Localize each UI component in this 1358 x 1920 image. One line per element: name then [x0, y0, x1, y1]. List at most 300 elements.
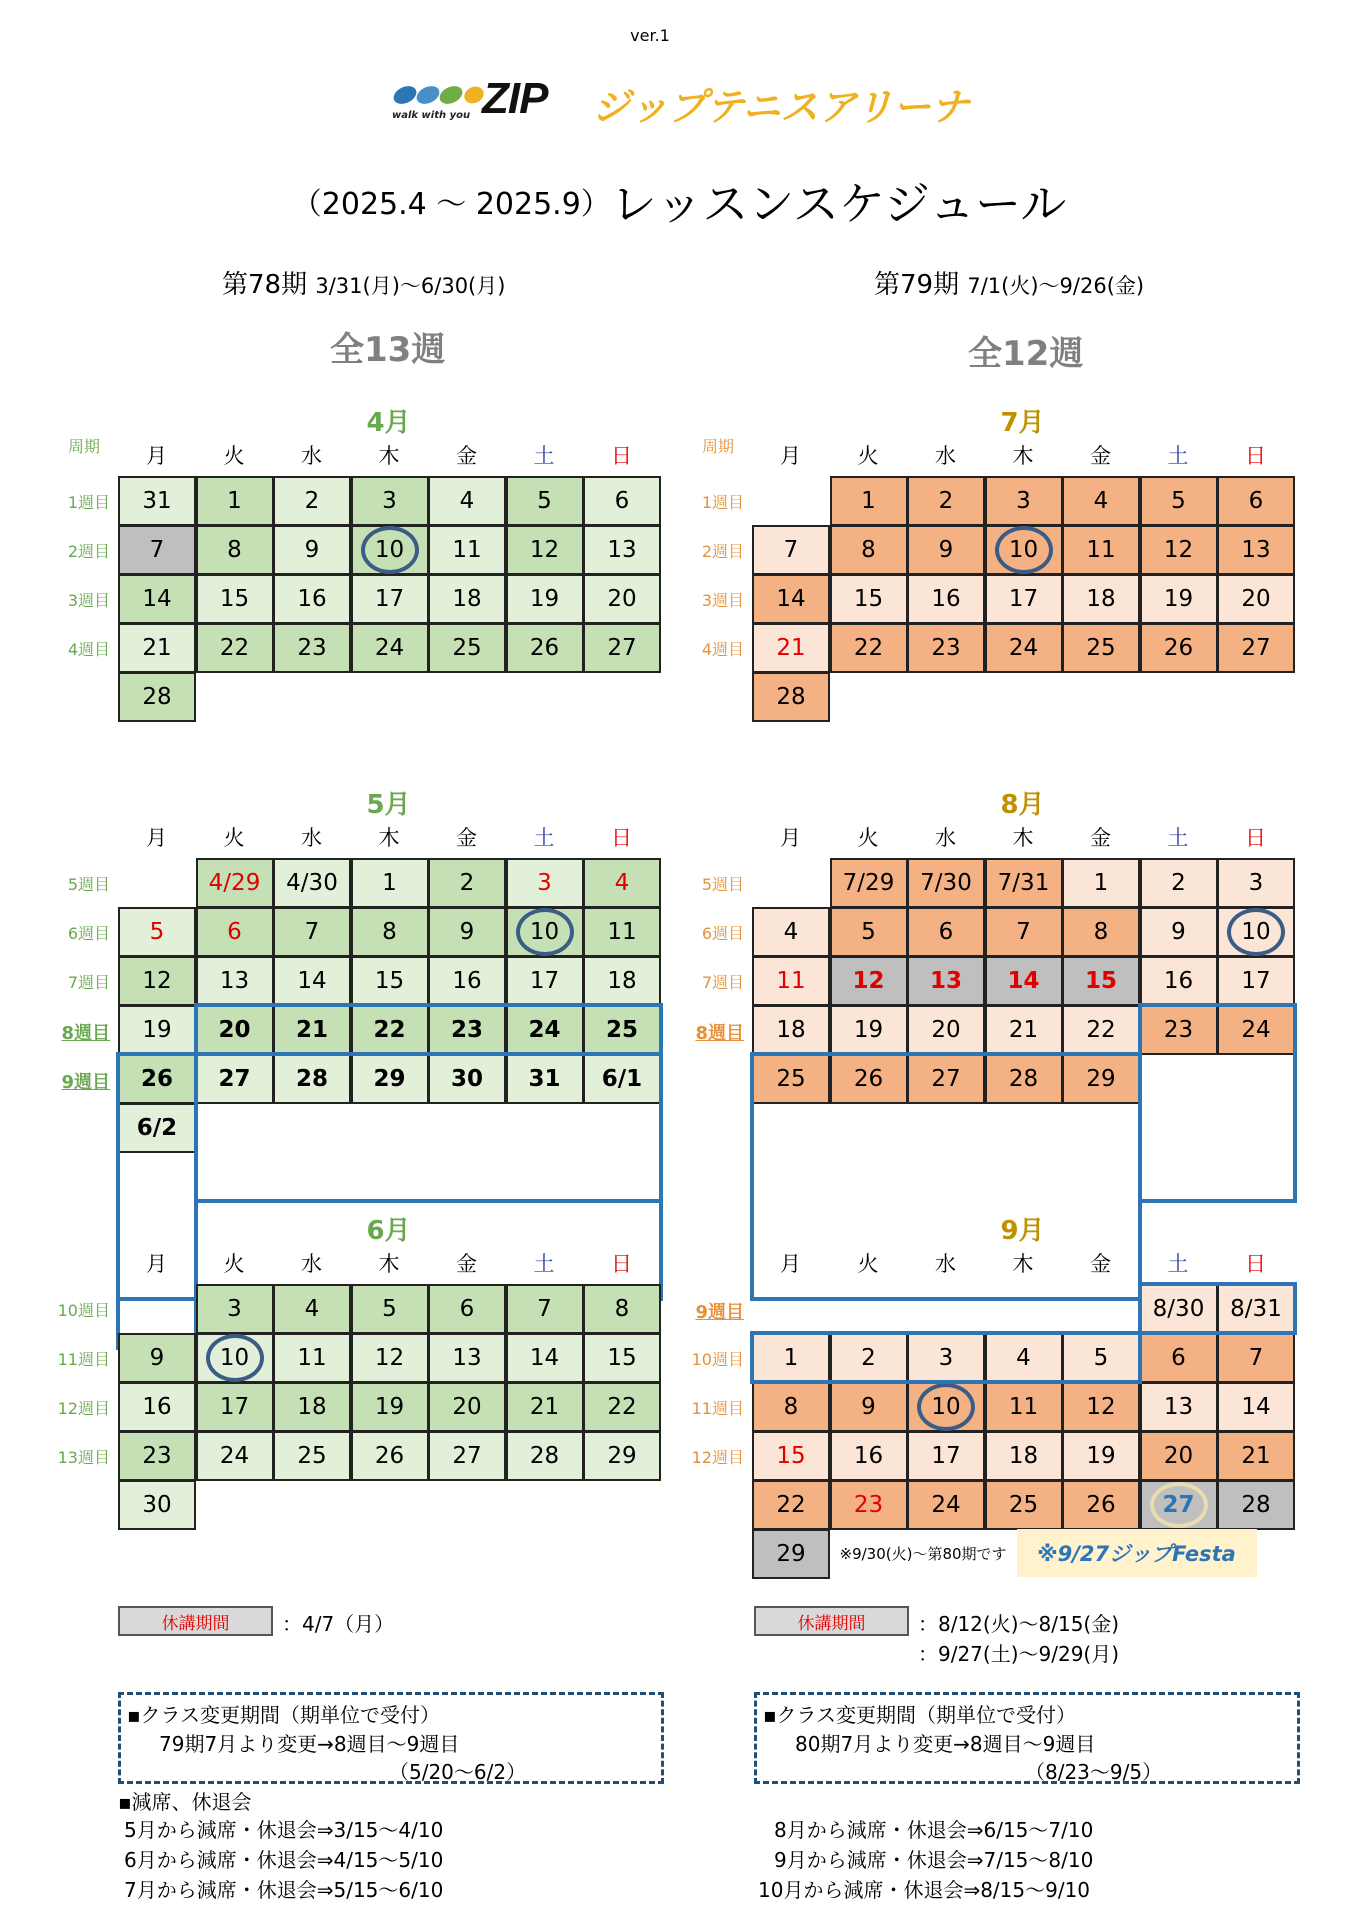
date-cell: 14 [1217, 1382, 1295, 1432]
dow-apr-3: 木 [378, 444, 400, 468]
date-cell: 1 [830, 476, 908, 526]
date-cell: 4 [583, 858, 661, 908]
date-cell: 8 [752, 1382, 830, 1432]
date-cell: 6/1 [583, 1054, 661, 1104]
date-cell: 12 [118, 956, 196, 1006]
date-cell: 19 [506, 574, 584, 624]
class-change-highlight [1138, 1003, 1297, 1203]
reduction-right-1: 8月から減席・休退会⇒6/15～7/10 [774, 1818, 1094, 1842]
date-cell: 25 [428, 623, 506, 673]
date-cell: 16 [1140, 956, 1218, 1006]
month-title-sep: 9月 [1000, 1216, 1045, 1246]
week-label-aug-3: 8週目 [695, 1023, 744, 1044]
term-79-weeks: 全12週 [968, 334, 1084, 374]
dow-sep-2: 水 [935, 1252, 956, 1276]
date-cell: 29 [351, 1054, 429, 1104]
date-cell: 2 [830, 1333, 908, 1383]
date-cell: 7/30 [907, 858, 985, 908]
class-change-box-left [118, 1692, 664, 1784]
date-cell: 7 [506, 1284, 584, 1334]
date-cell: 28 [985, 1054, 1063, 1104]
date-cell: 5 [830, 907, 908, 957]
date-cell: 7 [985, 907, 1063, 957]
date-cell: 21 [752, 623, 830, 673]
date-cell: 8 [196, 525, 274, 575]
date-cell: 4/30 [273, 858, 351, 908]
date-cell: 1 [1062, 858, 1140, 908]
date-cell: 17 [1217, 956, 1295, 1006]
dow-jul-2: 水 [935, 444, 956, 468]
dow-apr-1: 火 [223, 444, 245, 468]
term-79-dates: 7/1(火)～9/26(金) [967, 274, 1145, 298]
dow-sep-4: 金 [1090, 1252, 1111, 1276]
date-cell: 6 [1140, 1333, 1218, 1383]
date-cell: 15 [351, 956, 429, 1006]
reduction-right-2: 9月から減席・休退会⇒7/15～8/10 [774, 1848, 1094, 1872]
logo-tagline: walk with you [392, 110, 471, 121]
date-cell: 18 [273, 1382, 351, 1432]
closure-left-text: ：4/7（月） [282, 1612, 395, 1636]
date-cell: 5 [1062, 1333, 1140, 1383]
date-cell: 15 [583, 1333, 661, 1383]
date-cell: 25 [583, 1005, 661, 1055]
date-cell: 13 [583, 525, 661, 575]
date-cell: 23 [428, 1005, 506, 1055]
dow-sep-5: 土 [1167, 1252, 1189, 1276]
date-cell: 16 [428, 956, 506, 1006]
date-cell: 23 [907, 623, 985, 673]
date-circle-marker [995, 526, 1053, 574]
date-cell: 19 [118, 1005, 196, 1055]
date-cell: 17 [351, 574, 429, 624]
date-cell: 9 [830, 1382, 908, 1432]
date-cell: 20 [196, 1005, 274, 1055]
closure-legend-right: 休講期間 [754, 1606, 909, 1636]
term-78-heading [222, 264, 505, 301]
dow-jun-2: 水 [301, 1252, 322, 1276]
week-label-may-2: 7週目 [67, 973, 110, 992]
date-cell: 9 [907, 525, 985, 575]
period-header-apr: 周期 [67, 437, 100, 456]
week-label-jun-0: 10週目 [57, 1301, 110, 1320]
logo-kana: ジップテニスアリーナ [592, 85, 969, 129]
date-cell: 21 [985, 1005, 1063, 1055]
dow-apr-2: 水 [301, 444, 322, 468]
date-cell: 5 [1140, 476, 1218, 526]
date-cell: 10 [196, 1333, 274, 1383]
date-cell: 28 [118, 672, 196, 722]
dow-may-5: 土 [533, 826, 555, 850]
date-cell: 29 [1062, 1054, 1140, 1104]
date-cell: 15 [196, 574, 274, 624]
date-cell: 20 [428, 1382, 506, 1432]
date-cell: 28 [752, 672, 830, 722]
date-circle-marker [917, 1383, 975, 1431]
date-cell: 25 [1062, 623, 1140, 673]
date-cell: 14 [752, 574, 830, 624]
week-label-jun-3: 13週目 [57, 1448, 110, 1467]
week-label-jul-2: 3週目 [701, 591, 744, 610]
date-cell: 11 [752, 956, 830, 1006]
dow-jul-3: 木 [1012, 444, 1034, 468]
date-cell: 29 [752, 1529, 830, 1579]
dow-jul-5: 土 [1167, 444, 1189, 468]
date-cell: 11 [1062, 525, 1140, 575]
date-cell: 9 [118, 1333, 196, 1383]
festa-banner: ※9/27ジップFesta [1017, 1529, 1257, 1577]
logo-zip: ZIP [482, 74, 548, 123]
dow-may-4: 金 [456, 826, 477, 850]
month-title-may: 5月 [366, 790, 411, 820]
week-label-sep-3: 12週目 [691, 1448, 744, 1467]
date-cell: 14 [985, 956, 1063, 1006]
date-cell: 17 [985, 574, 1063, 624]
date-cell: 11 [583, 907, 661, 957]
reduction-left-1: 5月から減席・休退会⇒3/15～4/10 [124, 1818, 444, 1842]
dow-apr-0: 月 [146, 444, 167, 468]
dow-aug-5: 土 [1167, 826, 1189, 850]
week-label-jul-0: 1週目 [701, 493, 744, 512]
date-cell: 6 [428, 1284, 506, 1334]
date-cell: 24 [985, 623, 1063, 673]
date-cell: 26 [830, 1054, 908, 1104]
date-cell: 16 [907, 574, 985, 624]
closure-right-text-1: ：8/12(火)～8/15(金) [918, 1612, 1120, 1636]
date-cell: 24 [351, 623, 429, 673]
version-label: ver.1 [630, 26, 670, 45]
date-cell: 10 [1217, 907, 1295, 957]
festa-circle-marker [1150, 1482, 1208, 1528]
date-cell: 19 [830, 1005, 908, 1055]
week-label-aug-0: 5週目 [701, 875, 744, 894]
date-cell: 27 [583, 623, 661, 673]
date-cell: 8 [583, 1284, 661, 1334]
closure-legend-left: 休講期間 [118, 1606, 273, 1636]
class-change-left-line: 79期7月より変更→8週目～9週目 [159, 1732, 460, 1756]
date-cell: 17 [196, 1382, 274, 1432]
date-cell: 23 [830, 1480, 908, 1530]
date-cell: 26 [506, 623, 584, 673]
dow-jul-0: 月 [780, 444, 801, 468]
date-cell: 24 [1217, 1005, 1295, 1055]
date-cell: 12 [351, 1333, 429, 1383]
date-cell: 21 [118, 623, 196, 673]
dow-sep-1: 火 [857, 1252, 879, 1276]
date-cell: 30 [428, 1054, 506, 1104]
date-cell: 25 [985, 1480, 1063, 1530]
week-label-sep-1: 10週目 [691, 1350, 744, 1369]
date-cell: 10 [907, 1382, 985, 1432]
date-cell: 28 [1217, 1480, 1295, 1530]
date-cell: 25 [273, 1431, 351, 1481]
week-label-may-3: 8週目 [61, 1023, 110, 1044]
date-cell: 15 [830, 574, 908, 624]
week-label-aug-1: 6週目 [701, 924, 744, 943]
date-cell: 24 [196, 1431, 274, 1481]
date-cell: 7 [118, 525, 196, 575]
date-cell: 10 [351, 525, 429, 575]
week-label-apr-0: 1週目 [67, 493, 110, 512]
date-cell: 16 [273, 574, 351, 624]
logo [392, 74, 992, 130]
date-cell: 28 [506, 1431, 584, 1481]
date-cell: 26 [118, 1054, 196, 1104]
week-label-may-1: 6週目 [67, 924, 110, 943]
date-cell: 16 [118, 1382, 196, 1432]
date-cell: 13 [428, 1333, 506, 1383]
date-cell: 6 [583, 476, 661, 526]
date-cell: 7/31 [985, 858, 1063, 908]
date-cell: 6 [1217, 476, 1295, 526]
dow-may-2: 水 [301, 826, 322, 850]
page-title [0, 168, 1358, 234]
date-cell: 19 [1140, 574, 1218, 624]
week-label-may-4: 9週目 [61, 1072, 110, 1093]
date-cell: 4 [985, 1333, 1063, 1383]
date-cell: 4 [1062, 476, 1140, 526]
date-cell: 3 [1217, 858, 1295, 908]
week-label-aug-2: 7週目 [701, 973, 744, 992]
dow-jul-4: 金 [1090, 444, 1111, 468]
date-cell: 21 [273, 1005, 351, 1055]
date-cell: 27 [196, 1054, 274, 1104]
date-cell: 17 [907, 1431, 985, 1481]
date-cell: 1 [752, 1333, 830, 1383]
date-cell: 18 [985, 1431, 1063, 1481]
date-cell: 2 [1140, 858, 1218, 908]
dow-jul-6: 日 [1245, 444, 1266, 468]
date-cell: 2 [907, 476, 985, 526]
dow-jun-3: 木 [378, 1252, 400, 1276]
date-cell: 24 [907, 1480, 985, 1530]
date-cell: 27 [1140, 1480, 1218, 1530]
dow-jul-1: 火 [857, 444, 879, 468]
date-cell: 15 [752, 1431, 830, 1481]
date-cell: 1 [196, 476, 274, 526]
week-label-sep-0: 9週目 [695, 1302, 744, 1323]
date-cell: 17 [506, 956, 584, 1006]
date-cell: 26 [1140, 623, 1218, 673]
class-change-highlight [750, 1331, 1142, 1384]
date-cell: 7 [752, 525, 830, 575]
dow-jun-5: 土 [533, 1252, 555, 1276]
class-change-right-dates: （8/23～9/5） [1025, 1760, 1163, 1784]
date-cell: 2 [428, 858, 506, 908]
date-cell: 9 [273, 525, 351, 575]
dow-sep-3: 木 [1012, 1252, 1034, 1276]
date-cell: 27 [907, 1054, 985, 1104]
date-cell: 3 [985, 476, 1063, 526]
date-cell: 22 [1062, 1005, 1140, 1055]
title-main: レッスンスケジュール [610, 177, 1067, 231]
date-cell: 8/31 [1217, 1284, 1295, 1334]
date-cell: 19 [351, 1382, 429, 1432]
term-78-weeks: 全13週 [330, 330, 446, 370]
date-cell: 3 [907, 1333, 985, 1383]
date-cell: 10 [506, 907, 584, 957]
date-cell: 14 [273, 956, 351, 1006]
class-change-right-title: ▪クラス変更期間（期単位で受付） [763, 1703, 1076, 1727]
date-cell: 27 [428, 1431, 506, 1481]
date-circle-marker [206, 1334, 264, 1382]
class-change-highlight [1138, 1282, 1297, 1335]
date-cell: 4 [428, 476, 506, 526]
date-cell: 18 [583, 956, 661, 1006]
term-78-label: 第78期 [222, 270, 308, 300]
period-header-jul: 周期 [701, 437, 734, 456]
date-cell: 18 [428, 574, 506, 624]
date-circle-marker [1227, 908, 1285, 956]
date-cell: 8 [830, 525, 908, 575]
date-cell: 10 [985, 525, 1063, 575]
date-cell: 12 [830, 956, 908, 1006]
class-change-left-title: ▪クラス変更期間（期単位で受付） [127, 1703, 440, 1727]
date-cell: 13 [1140, 1382, 1218, 1432]
date-cell: 23 [273, 623, 351, 673]
date-cell: 24 [506, 1005, 584, 1055]
date-cell: 21 [506, 1382, 584, 1432]
date-cell: 3 [196, 1284, 274, 1334]
date-cell: 5 [118, 907, 196, 957]
date-cell: 1 [351, 858, 429, 908]
date-circle-marker [516, 908, 574, 956]
closure-right-text-2: ：9/27(土)～9/29(月) [918, 1642, 1120, 1666]
date-cell: 4 [752, 907, 830, 957]
date-cell: 19 [1062, 1431, 1140, 1481]
week-label-may-0: 5週目 [67, 875, 110, 894]
date-cell: 23 [118, 1431, 196, 1481]
class-change-right-line: 80期7月より変更→8週目～9週目 [795, 1732, 1096, 1756]
dow-may-3: 木 [378, 826, 400, 850]
date-cell: 22 [583, 1382, 661, 1432]
date-cell: 8/30 [1140, 1284, 1218, 1334]
date-cell: 20 [1217, 574, 1295, 624]
date-cell: 25 [752, 1054, 830, 1104]
date-cell: 13 [196, 956, 274, 1006]
date-cell: 13 [1217, 525, 1295, 575]
date-cell: 22 [752, 1480, 830, 1530]
dow-jun-1: 火 [223, 1252, 245, 1276]
date-cell: 8 [1062, 907, 1140, 957]
date-cell: 22 [196, 623, 274, 673]
dow-aug-6: 日 [1245, 826, 1266, 850]
term-79-label: 第79期 [874, 270, 960, 300]
date-circle-marker [361, 526, 419, 574]
date-cell: 31 [506, 1054, 584, 1104]
date-cell: 27 [1217, 623, 1295, 673]
date-cell: 7 [273, 907, 351, 957]
week-label-jul-3: 4週目 [701, 640, 744, 659]
title-range: （2025.4 ～ 2025.9） [291, 187, 611, 222]
date-cell: 3 [351, 476, 429, 526]
class-change-left-dates: （5/20～6/2） [389, 1760, 527, 1784]
date-cell: 8 [351, 907, 429, 957]
reduction-left-2: 6月から減席・休退会⇒4/15～5/10 [124, 1848, 444, 1872]
date-cell: 20 [1140, 1431, 1218, 1481]
date-cell: 14 [506, 1333, 584, 1383]
dow-aug-0: 月 [780, 826, 801, 850]
date-cell: 21 [1217, 1431, 1295, 1481]
dow-jun-0: 月 [146, 1252, 167, 1276]
sep-next-term-note: ※9/30(火)～第80期です [839, 1545, 1007, 1563]
date-cell: 9 [1140, 907, 1218, 957]
logo-mark-icon [392, 80, 484, 110]
date-cell: 5 [351, 1284, 429, 1334]
date-cell: 29 [583, 1431, 661, 1481]
dow-aug-1: 火 [857, 826, 879, 850]
date-cell: 11 [273, 1333, 351, 1383]
date-cell: 28 [273, 1054, 351, 1104]
date-cell: 7 [1217, 1333, 1295, 1383]
dow-apr-6: 日 [611, 444, 632, 468]
class-change-box-right [754, 1692, 1300, 1784]
month-title-jul: 7月 [1000, 408, 1045, 438]
date-cell: 6 [907, 907, 985, 957]
date-cell: 26 [351, 1431, 429, 1481]
date-cell: 13 [907, 956, 985, 1006]
dow-aug-4: 金 [1090, 826, 1111, 850]
dow-apr-4: 金 [456, 444, 477, 468]
date-cell: 12 [1140, 525, 1218, 575]
date-cell: 11 [428, 525, 506, 575]
month-title-aug: 8月 [1000, 790, 1045, 820]
month-title-jun: 6月 [366, 1216, 411, 1246]
date-cell: 20 [583, 574, 661, 624]
week-label-apr-1: 2週目 [67, 542, 110, 561]
date-cell: 20 [907, 1005, 985, 1055]
date-cell: 23 [1140, 1005, 1218, 1055]
dow-aug-3: 木 [1012, 826, 1034, 850]
date-cell: 26 [1062, 1480, 1140, 1530]
date-cell: 5 [506, 476, 584, 526]
week-label-jul-1: 2週目 [701, 542, 744, 561]
date-cell: 3 [506, 858, 584, 908]
dow-may-0: 月 [146, 826, 167, 850]
date-cell: 6 [196, 907, 274, 957]
date-cell: 18 [752, 1005, 830, 1055]
dow-jun-4: 金 [456, 1252, 477, 1276]
dow-may-1: 火 [223, 826, 245, 850]
date-cell: 11 [985, 1382, 1063, 1432]
date-cell: 31 [118, 476, 196, 526]
date-cell: 18 [1062, 574, 1140, 624]
week-label-apr-2: 3週目 [67, 591, 110, 610]
week-label-apr-3: 4週目 [67, 640, 110, 659]
date-cell: 12 [506, 525, 584, 575]
date-cell: 12 [1062, 1382, 1140, 1432]
date-cell: 15 [1062, 956, 1140, 1006]
dow-may-6: 日 [611, 826, 632, 850]
month-title-apr: 4月 [366, 408, 411, 438]
reduction-title: ▪減席、休退会 [118, 1790, 252, 1814]
date-cell: 16 [830, 1431, 908, 1481]
date-cell: 4/29 [196, 858, 274, 908]
term-79-heading [874, 264, 1144, 301]
date-cell: 9 [428, 907, 506, 957]
term-78-dates: 3/31(月)～6/30(月) [315, 274, 506, 298]
dow-jun-6: 日 [611, 1252, 632, 1276]
dow-aug-2: 水 [935, 826, 956, 850]
reduction-right-3: 10月から減席・休退会⇒8/15～9/10 [758, 1878, 1091, 1902]
week-label-jun-2: 12週目 [57, 1399, 110, 1418]
reduction-left-3: 7月から減席・休退会⇒5/15～6/10 [124, 1878, 444, 1902]
date-cell: 22 [830, 623, 908, 673]
dow-apr-5: 土 [533, 444, 555, 468]
week-label-sep-2: 11週目 [691, 1399, 744, 1418]
date-cell: 7/29 [830, 858, 908, 908]
date-cell: 2 [273, 476, 351, 526]
date-cell: 6/2 [118, 1103, 196, 1153]
